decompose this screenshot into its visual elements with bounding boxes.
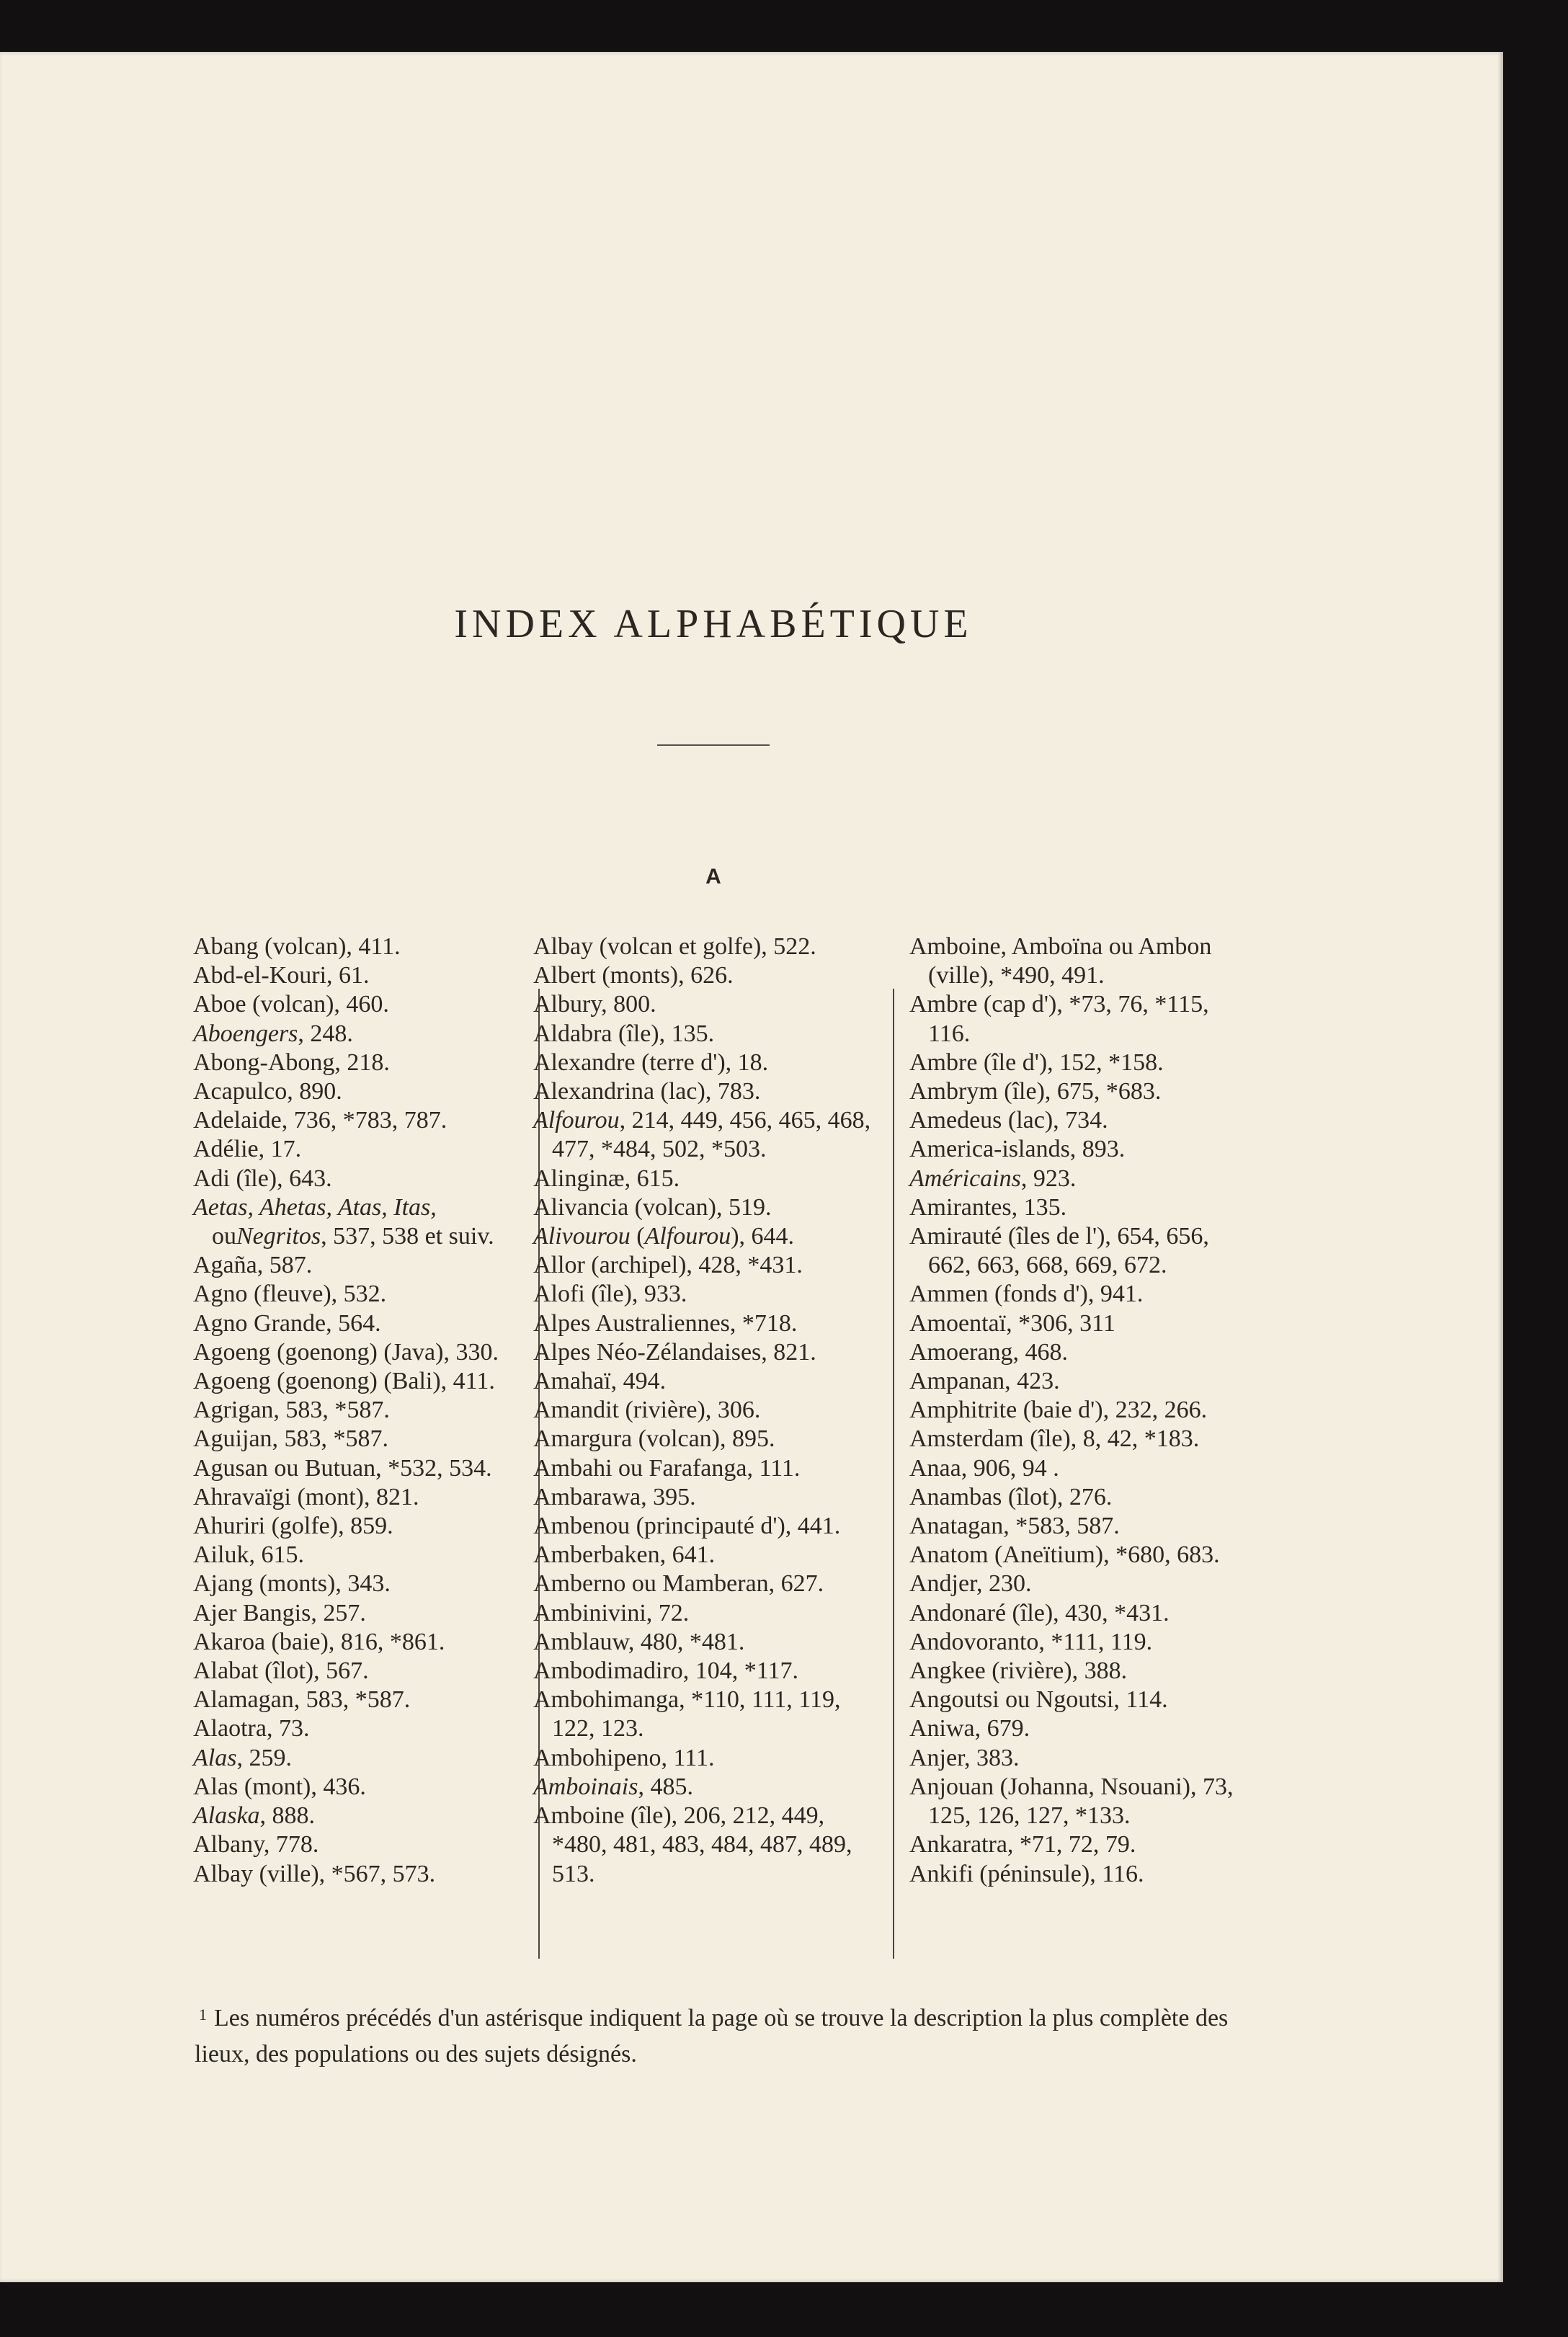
index-entry xyxy=(909,1541,1248,1570)
index-entry xyxy=(533,1570,879,1598)
entry-text-part: Alpes Australiennes, *718. xyxy=(533,1309,798,1337)
entry-text-part: Amoentaï, *306, 311 xyxy=(909,1309,1115,1337)
entry-text-part: Ailuk, 615. xyxy=(193,1541,304,1569)
index-entry xyxy=(193,1106,525,1135)
entry-text-part: Ajer Bangis, 257. xyxy=(193,1599,366,1626)
entry-text-part: Aniwa, 679. xyxy=(909,1715,1030,1742)
index-entry xyxy=(909,1367,1248,1396)
index-entry xyxy=(193,1338,525,1367)
entry-text-part: Ambahi ou Farafanga, 111. xyxy=(533,1454,801,1482)
entry-text-part: Ahuriri (golfe), 859. xyxy=(193,1513,393,1540)
entry-text-part: , 485. xyxy=(638,1773,693,1800)
entry-text-part: Alamagan, 583, *587. xyxy=(193,1686,411,1714)
page-title: INDEX ALPHABÉTIQUE xyxy=(454,602,973,646)
index-entry xyxy=(193,1802,525,1830)
index-column-3 xyxy=(909,932,1248,1889)
entry-text-part: Ahravaïgi (mont), 821. xyxy=(193,1483,419,1510)
entry-text-part: Agusan ou Butuan, *532, 534. xyxy=(193,1454,492,1482)
index-entry xyxy=(193,1570,525,1598)
entry-text-part: ( xyxy=(630,1223,645,1250)
index-entry xyxy=(909,1396,1248,1425)
entry-text-part: Amirauté (îles de l'), 654, 656, 662, 663, 668, 669, 672. xyxy=(909,1223,1209,1279)
index-entry xyxy=(909,1860,1248,1889)
index-entry xyxy=(193,1541,525,1570)
entry-text-part: Aldabra (île), 135. xyxy=(533,1020,715,1047)
entry-text-part: Anatom (Aneïtium), *680, 683. xyxy=(909,1541,1220,1569)
entry-text-part: Ampanan, 423. xyxy=(909,1368,1060,1395)
entry-text-part: Alexandre (terre d'), 18. xyxy=(533,1049,769,1076)
index-entry xyxy=(533,961,879,990)
entry-text-part: Anatagan, *583, 587. xyxy=(909,1513,1120,1540)
index-entry xyxy=(909,1425,1248,1454)
entry-text-part: Akaroa (baie), 816, *861. xyxy=(193,1628,445,1655)
index-entry xyxy=(909,1744,1248,1773)
entry-text-part: America-islands, 893. xyxy=(909,1136,1126,1163)
entry-text-part: Amsterdam (île), 8, 42, *183. xyxy=(909,1425,1200,1453)
title-rule xyxy=(657,744,770,746)
index-entry xyxy=(193,1714,525,1743)
index-entry xyxy=(533,1802,879,1889)
index-entry xyxy=(909,1193,1248,1222)
entry-text-part: , 923. xyxy=(1020,1165,1077,1192)
index-entry xyxy=(533,1628,879,1657)
entry-text-part: Amberbaken, 641. xyxy=(533,1541,716,1569)
index-entry xyxy=(533,1222,879,1251)
index-entry xyxy=(533,1193,879,1222)
entry-text-part: Ambodimadiro, 104, *117. xyxy=(533,1657,798,1685)
entry-text-part: Albay (volcan et golfe), 522. xyxy=(533,933,816,960)
index-entry xyxy=(909,1049,1248,1077)
entry-text-part: Adélie, 17. xyxy=(193,1136,302,1163)
entry-text-part: Acapulco, 890. xyxy=(193,1078,342,1105)
index-entry xyxy=(909,1309,1248,1338)
entry-text-part: , 888. xyxy=(259,1802,316,1830)
index-entry xyxy=(193,1628,525,1657)
index-entry xyxy=(533,1541,879,1570)
book-page xyxy=(0,52,1503,2282)
index-entry xyxy=(193,1773,525,1802)
index-entry xyxy=(533,1106,879,1164)
index-entry xyxy=(909,1657,1248,1686)
entry-text-part: Albany, 778. xyxy=(193,1831,319,1859)
index-entry xyxy=(909,1830,1248,1859)
entry-italic-part: Alfourou xyxy=(644,1223,731,1250)
entry-text-part: , 537, 538 et suiv. xyxy=(321,1223,494,1250)
entry-text-part: Allor (archipel), 428, *431. xyxy=(533,1252,803,1279)
index-entry xyxy=(193,990,525,1019)
entry-text-part: Albay (ville), *567, 573. xyxy=(193,1860,436,1887)
index-entry xyxy=(533,1338,879,1367)
entry-text-part: Andonaré (île), 430, *431. xyxy=(909,1599,1170,1626)
index-entry xyxy=(909,1077,1248,1106)
index-entry xyxy=(533,1251,879,1280)
entry-text-part: Amirantes, 135. xyxy=(909,1193,1067,1221)
index-entry xyxy=(533,1483,879,1512)
entry-text-part: Angkee (rivière), 388. xyxy=(909,1657,1128,1685)
index-entry xyxy=(533,1425,879,1454)
entry-text-part: Adi (île), 643. xyxy=(193,1165,332,1192)
entry-text-part: Albury, 800. xyxy=(533,991,656,1018)
entry-italic-part: Alaska xyxy=(193,1802,260,1830)
index-entry xyxy=(533,1020,879,1049)
index-entry xyxy=(533,1367,879,1396)
entry-text-part: Andjer, 230. xyxy=(909,1570,1032,1598)
entry-text-part: Alpes Néo-Zélandaises, 821. xyxy=(533,1338,816,1366)
index-entry xyxy=(193,1193,525,1251)
entry-text-part: Ambohimanga, *110, 111, 119, 122, 123. xyxy=(533,1686,841,1742)
entry-text-part: Abang (volcan), 411. xyxy=(193,933,401,960)
index-entry xyxy=(193,1280,525,1309)
index-entry xyxy=(193,1512,525,1541)
entry-text-part: Alexandrina (lac), 783. xyxy=(533,1078,761,1105)
index-entry xyxy=(193,1657,525,1686)
entry-text-part: Andovoranto, *111, 119. xyxy=(909,1628,1153,1655)
entry-text-part: Amahaï, 494. xyxy=(533,1368,667,1395)
entry-text-part: Alaotra, 73. xyxy=(193,1715,310,1742)
entry-text-part: Ajang (monts), 343. xyxy=(193,1570,391,1598)
index-entry xyxy=(193,1251,525,1280)
entry-text-part: Angoutsi ou Ngoutsi, 114. xyxy=(909,1686,1168,1714)
index-entry xyxy=(909,1714,1248,1743)
index-entry xyxy=(909,1773,1248,1830)
entry-text-part: Ambre (île d'), 152, *158. xyxy=(909,1049,1164,1076)
index-entry xyxy=(909,1338,1248,1367)
index-entry xyxy=(533,1280,879,1309)
index-entry xyxy=(193,1686,525,1714)
entry-text-part: Abong-Abong, 218. xyxy=(193,1049,390,1076)
entry-text-part: , 248. xyxy=(298,1020,353,1047)
entry-text-part: Agno (fleuve), 532. xyxy=(193,1281,387,1308)
entry-text-part: Ammen (fonds d'), 941. xyxy=(909,1281,1144,1308)
entry-text-part: Ambrym (île), 675, *683. xyxy=(909,1078,1162,1105)
index-entry xyxy=(533,1744,879,1773)
index-entry xyxy=(193,1425,525,1454)
entry-italic-part: Américains xyxy=(909,1165,1021,1192)
entry-italic-part: Alivourou xyxy=(533,1223,631,1250)
index-entry xyxy=(533,1396,879,1425)
index-entry xyxy=(533,932,879,961)
entry-text-part: Agoeng (goenong) (Java), 330. xyxy=(193,1338,499,1366)
entry-italic-part: Alas xyxy=(193,1744,237,1771)
entry-text-part: Ambinivini, 72. xyxy=(533,1599,690,1626)
entry-text-part: Agno Grande, 564. xyxy=(193,1309,381,1337)
index-entry xyxy=(193,1830,525,1859)
entry-text-part: Alivancia (volcan), 519. xyxy=(533,1193,772,1221)
index-entry xyxy=(909,990,1248,1048)
entry-text-part: Adelaide, 736, *783, 787. xyxy=(193,1107,447,1134)
entry-text-part: Aboe (volcan), 460. xyxy=(193,991,389,1018)
footnote-mark: 1 xyxy=(199,2006,207,2024)
index-entry xyxy=(909,1165,1248,1193)
entry-text-part: Amboine, Amboïna ou Ambon (ville), *490, 491. xyxy=(909,933,1212,989)
index-entry xyxy=(533,1512,879,1541)
index-column-1 xyxy=(193,932,525,1889)
index-entry xyxy=(909,1628,1248,1657)
footnote-text: Les numéros précédés d'un astérisque indiquent la page où se trouve la description la plus complète des lieux, des populations ou des sujets désignés. xyxy=(195,2005,1229,2067)
entry-text-part: Amberno ou Mamberan, 627. xyxy=(533,1570,824,1598)
index-entry xyxy=(533,1657,879,1686)
entry-text-part: Agoeng (goenong) (Bali), 411. xyxy=(193,1368,495,1395)
index-entry xyxy=(533,1309,879,1338)
entry-text-part: Anjer, 383. xyxy=(909,1744,1020,1771)
index-entry xyxy=(533,1686,879,1743)
entry-text-part: Alabat (îlot), 567. xyxy=(193,1657,369,1685)
entry-text-part: Amblauw, 480, *481. xyxy=(533,1628,745,1655)
index-entry xyxy=(193,1454,525,1483)
index-entry xyxy=(909,1599,1248,1628)
entry-text-part: Amboine (île), 206, 212, 449, *480, 481, 483, 484, 487, 489, 513. xyxy=(533,1802,852,1887)
entry-text-part: Anambas (îlot), 276. xyxy=(909,1483,1113,1510)
entry-italic-part: Amboinais xyxy=(533,1773,638,1800)
index-column-2 xyxy=(533,932,879,1889)
index-entry xyxy=(909,1280,1248,1309)
index-entry xyxy=(909,1512,1248,1541)
entry-text-part: Alinginæ, 615. xyxy=(533,1165,680,1192)
entry-text-part: Amargura (volcan), 895. xyxy=(533,1425,775,1453)
index-entry xyxy=(193,1135,525,1164)
entry-text-part: Ankifi (péninsule), 116. xyxy=(909,1860,1144,1887)
entry-text-part: Ambohipeno, 111. xyxy=(533,1744,715,1771)
entry-text-part: Albert (monts), 626. xyxy=(533,962,734,989)
entry-text-part: Amandit (rivière), 306. xyxy=(533,1397,761,1424)
entry-text-part: Amedeus (lac), 734. xyxy=(909,1107,1108,1134)
index-entry xyxy=(909,1222,1248,1280)
section-letter: A xyxy=(705,865,721,889)
entry-italic-part: Aetas, Ahetas, Atas, Itas, xyxy=(193,1193,437,1221)
index-entry xyxy=(909,1454,1248,1483)
entry-text-part: Alas (mont), 436. xyxy=(193,1773,366,1800)
index-entry xyxy=(193,932,525,961)
entry-text-part: Agrigan, 583, *587. xyxy=(193,1397,390,1424)
index-entry xyxy=(909,1106,1248,1135)
index-entry xyxy=(193,1309,525,1338)
index-entry xyxy=(193,1020,525,1049)
index-entry xyxy=(193,961,525,990)
entry-text-part: Abd-el-Kouri, 61. xyxy=(193,962,370,989)
entry-text-part: , 259. xyxy=(236,1744,292,1771)
entry-text-part: Ambre (cap d'), *73, 76, *115, 116. xyxy=(909,991,1209,1047)
entry-text-part: ), 644. xyxy=(731,1223,795,1250)
entry-text-part: Ambenou (principauté d'), 441. xyxy=(533,1513,841,1540)
index-entry xyxy=(193,1367,525,1396)
entry-text-part: Amphitrite (baie d'), 232, 266. xyxy=(909,1397,1208,1424)
index-entry xyxy=(909,1135,1248,1164)
entry-text-part: Agaña, 587. xyxy=(193,1252,313,1279)
footnote xyxy=(195,1997,1239,2073)
index-entry xyxy=(193,1049,525,1077)
entry-italic-part: Aboengers xyxy=(193,1020,298,1047)
index-entry xyxy=(533,1077,879,1106)
index-entry xyxy=(193,1860,525,1889)
index-entry xyxy=(909,932,1248,990)
index-entry xyxy=(533,1049,879,1077)
entry-text-part: Alofi (île), 933. xyxy=(533,1281,687,1308)
index-entry xyxy=(193,1077,525,1106)
index-entry xyxy=(533,1773,879,1802)
entry-text-part: Aguijan, 583, *587. xyxy=(193,1425,389,1453)
index-entry xyxy=(533,990,879,1019)
entry-text-part: Anaa, 906, 94 . xyxy=(909,1454,1059,1482)
entry-text-part: , 214, 449, 456, 465, 468, 477, *484, 502, *503. xyxy=(552,1107,871,1163)
index-entry xyxy=(533,1165,879,1193)
entry-text-part: Ankaratra, *71, 72, 79. xyxy=(909,1831,1136,1859)
entry-text-part: Amoerang, 468. xyxy=(909,1338,1069,1366)
index-entry xyxy=(533,1599,879,1628)
index-entry xyxy=(909,1686,1248,1714)
index-entry xyxy=(909,1570,1248,1598)
index-entry xyxy=(193,1396,525,1425)
index-entry xyxy=(193,1744,525,1773)
index-entry xyxy=(533,1454,879,1483)
index-entry xyxy=(193,1483,525,1512)
entry-text-part: Anjouan (Johanna, Nsouani), 73, 125, 126, 127, *133. xyxy=(909,1773,1234,1830)
entry-italic-part: Negritos xyxy=(236,1223,321,1250)
column-separator xyxy=(893,989,894,1959)
entry-italic-part: Alfourou xyxy=(533,1107,620,1134)
entry-text-part: Ambarawa, 395. xyxy=(533,1483,696,1510)
index-entry xyxy=(909,1483,1248,1512)
index-entry xyxy=(193,1165,525,1193)
index-entry xyxy=(193,1599,525,1628)
entry-text-part: ou xyxy=(212,1223,236,1250)
